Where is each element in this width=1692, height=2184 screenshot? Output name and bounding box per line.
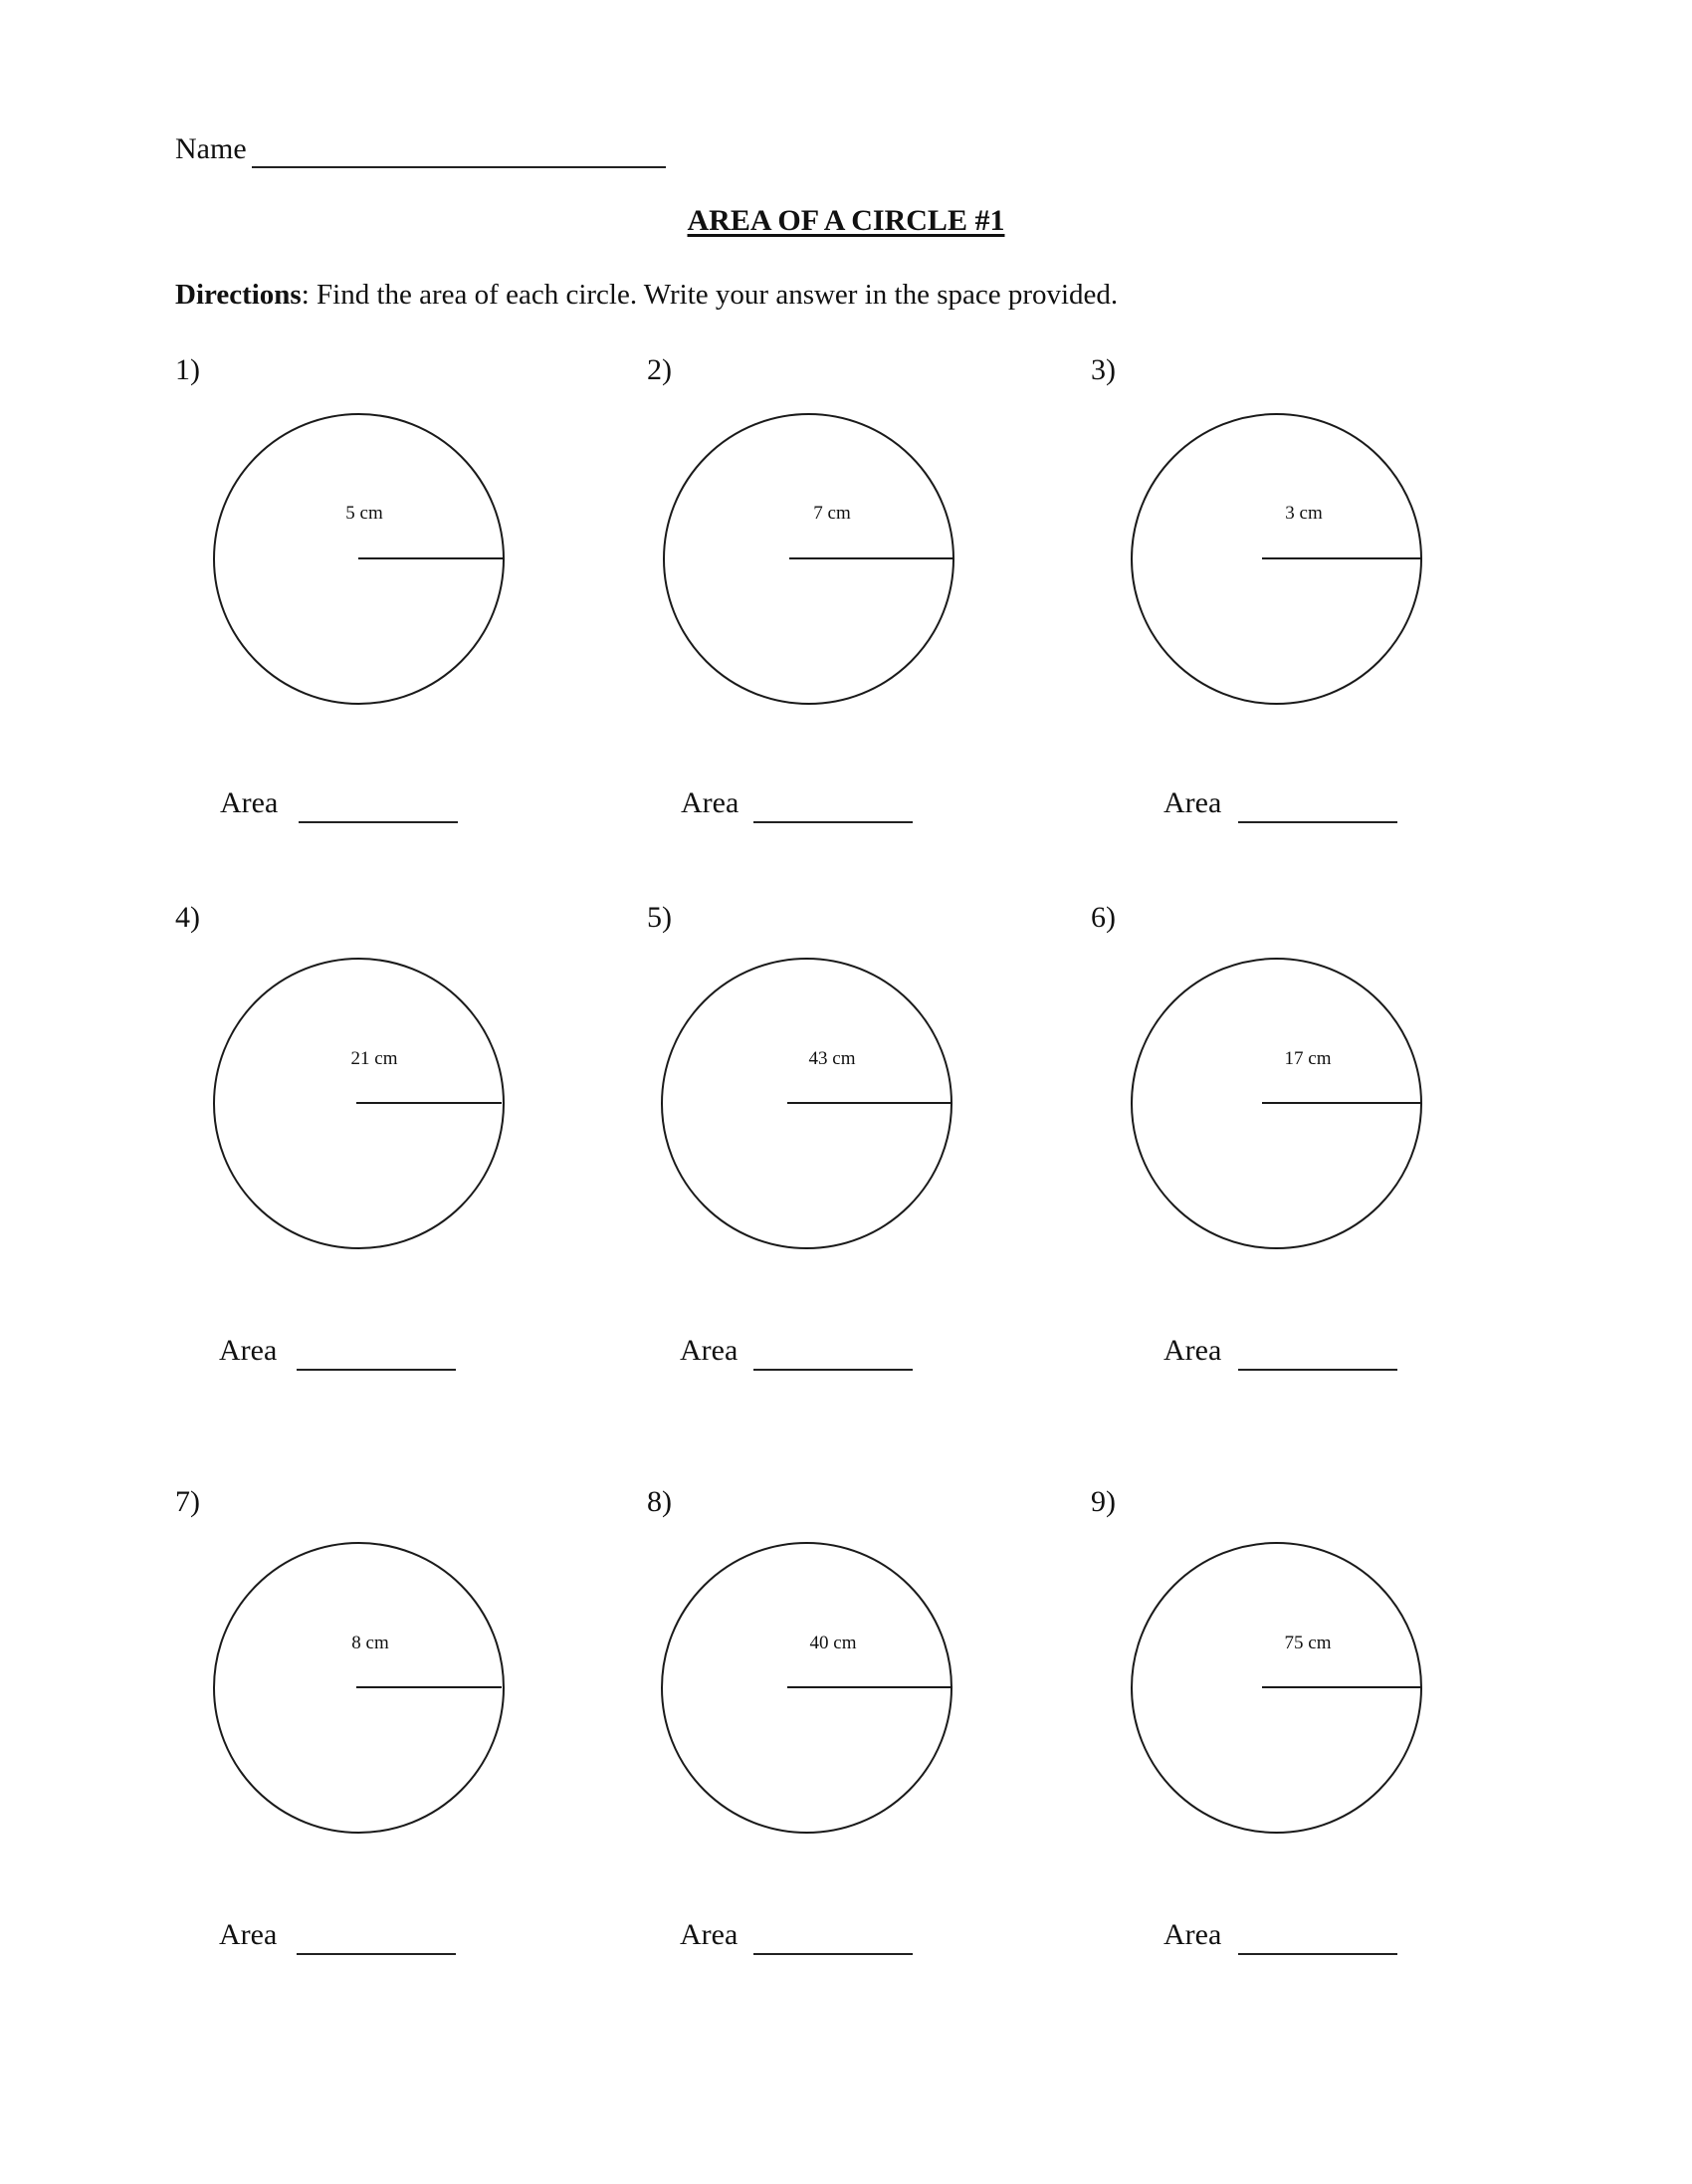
radius-label: 7 cm — [813, 503, 851, 524]
radius-label: 8 cm — [351, 1633, 389, 1653]
area-label: Area — [219, 1334, 278, 1367]
area-answer-line[interactable] — [753, 821, 913, 823]
radius-line — [1262, 1686, 1421, 1688]
problem-number: 8) — [647, 1485, 672, 1518]
problem-1 — [175, 353, 633, 871]
problem-2 — [647, 353, 1105, 871]
area-label: Area — [1163, 1334, 1222, 1367]
name-answer-line[interactable] — [252, 166, 666, 168]
problem-3 — [1091, 353, 1549, 871]
area-answer-line[interactable] — [753, 1369, 913, 1371]
radius-line — [1262, 557, 1421, 559]
area-label: Area — [680, 1918, 739, 1951]
problem-4 — [175, 901, 633, 1419]
radius-label: 75 cm — [1284, 1633, 1332, 1653]
radius-line — [356, 1102, 502, 1104]
problem-number: 7) — [175, 1485, 200, 1518]
problem-8 — [647, 1485, 1105, 2003]
area-answer-line[interactable] — [1238, 1953, 1397, 1955]
problem-9 — [1091, 1485, 1549, 2003]
area-label: Area — [220, 786, 279, 819]
area-answer-line[interactable] — [1238, 1369, 1397, 1371]
radius-label: 21 cm — [350, 1048, 398, 1069]
problem-number: 4) — [175, 901, 200, 934]
radius-label: 40 cm — [809, 1633, 857, 1653]
radius-line — [789, 557, 953, 559]
directions — [175, 279, 1118, 312]
area-label: Area — [1163, 786, 1222, 819]
area-answer-line[interactable] — [753, 1953, 913, 1955]
radius-label: 5 cm — [345, 503, 383, 524]
area-label: Area — [681, 786, 740, 819]
problem-number: 3) — [1091, 353, 1116, 386]
radius-label: 17 cm — [1284, 1048, 1332, 1069]
problem-5 — [647, 901, 1105, 1419]
worksheet-title: AREA OF A CIRCLE #1 — [687, 204, 1005, 237]
area-answer-line[interactable] — [297, 1953, 456, 1955]
radius-line — [358, 557, 504, 559]
radius-label: 43 cm — [808, 1048, 856, 1069]
area-label: Area — [680, 1334, 739, 1367]
radius-label: 3 cm — [1285, 503, 1323, 524]
problem-number: 6) — [1091, 901, 1116, 934]
radius-line — [356, 1686, 502, 1688]
area-label: Area — [219, 1918, 278, 1951]
problem-number: 1) — [175, 353, 200, 386]
area-label: Area — [1163, 1918, 1222, 1951]
directions-text: : Find the area of each circle. Write your answer in the space provided. — [301, 279, 1119, 311]
radius-line — [787, 1102, 952, 1104]
problem-number: 5) — [647, 901, 672, 934]
radius-line — [787, 1686, 952, 1688]
problem-number: 2) — [647, 353, 672, 386]
area-answer-line[interactable] — [1238, 821, 1397, 823]
radius-line — [1262, 1102, 1421, 1104]
directions-label: Directions — [175, 279, 302, 311]
problem-number: 9) — [1091, 1485, 1116, 1518]
area-answer-line[interactable] — [297, 1369, 456, 1371]
area-answer-line[interactable] — [299, 821, 458, 823]
name-label: Name — [175, 132, 247, 165]
problem-6 — [1091, 901, 1549, 1419]
problem-7 — [175, 1485, 633, 2003]
